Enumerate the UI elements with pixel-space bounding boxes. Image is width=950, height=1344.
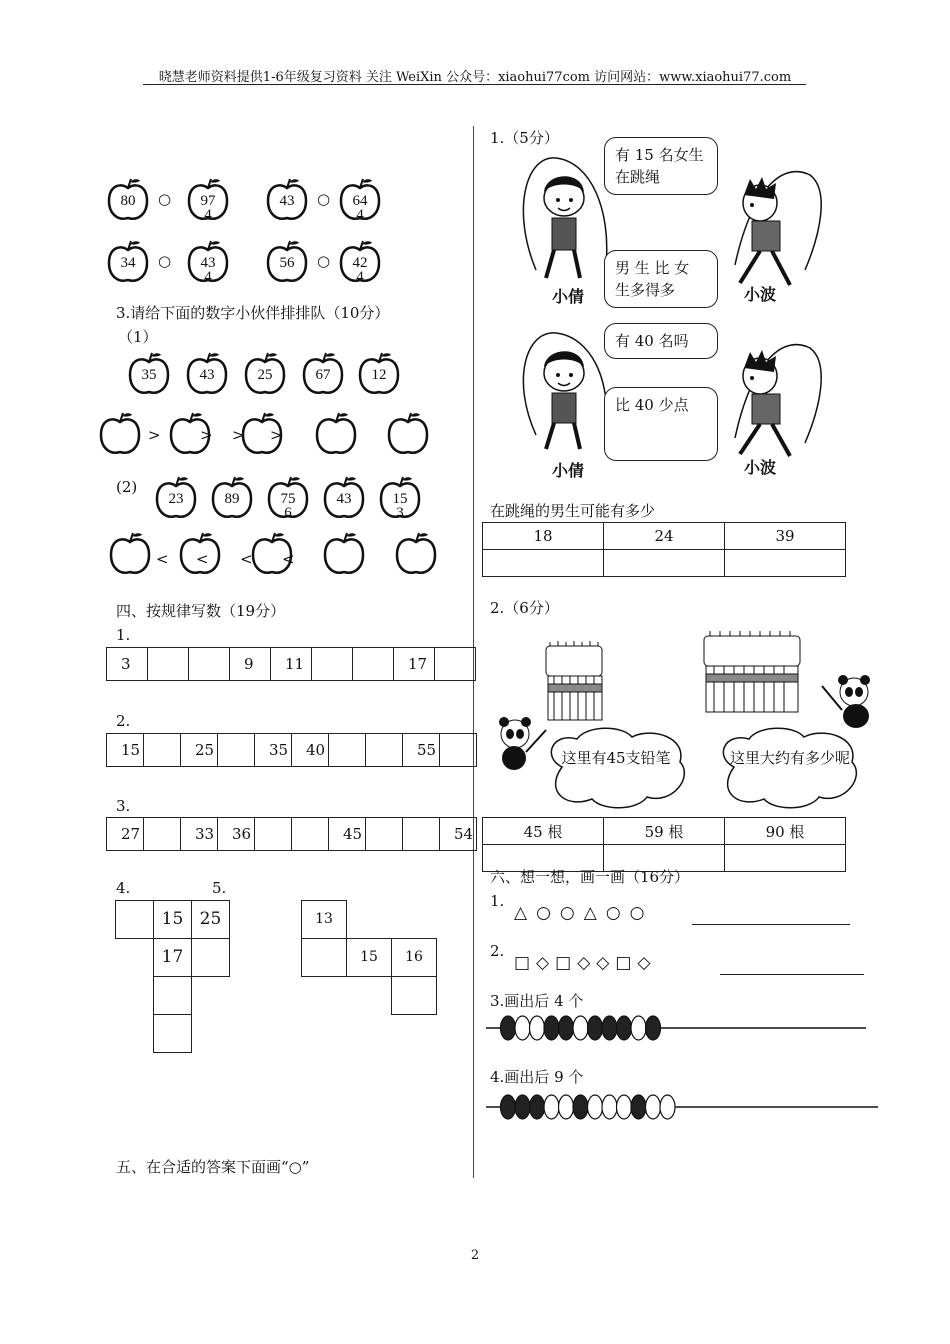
apple-number <box>206 474 258 520</box>
apple-number-text: 12 <box>371 367 387 383</box>
sequence-cell[interactable] <box>366 734 403 767</box>
q2-option: 59 根 <box>604 818 725 845</box>
sequence-cell: 27 <box>107 818 144 851</box>
sequence-cell: 15 <box>107 734 144 767</box>
sequence-cell[interactable] <box>144 818 181 851</box>
sec4-r2-label: 2. <box>116 712 131 730</box>
apple-number-text: 43 4 <box>200 255 216 285</box>
speech-bubble-4: 比 40 少点 <box>604 387 718 461</box>
sequence-cell[interactable] <box>403 818 440 851</box>
sequence-cell: 11 <box>271 648 312 681</box>
speech-bubble-1: 有 15 名女生在跳绳 <box>604 137 718 195</box>
sequence-cell: 3 <box>107 648 148 681</box>
pencil-bundle-large <box>700 628 805 718</box>
bead <box>544 1016 559 1040</box>
sequence-cell[interactable] <box>353 648 394 681</box>
sequence-cell[interactable] <box>144 734 181 767</box>
apple-number-text: 97 4 <box>200 193 216 223</box>
page-header: 晓慧老师资料提供1-6年级复习资料 关注 WeiXin 公众号：xiaohui77com 访问网站：www.xiaohui77.com <box>158 70 792 85</box>
apple-number <box>338 238 382 284</box>
bead <box>544 1095 559 1119</box>
sequence-cell[interactable] <box>292 818 329 851</box>
grid5-cell: 15 <box>346 938 392 977</box>
apple-number <box>318 530 370 576</box>
sequence-cell[interactable] <box>312 648 353 681</box>
sequence-cell[interactable] <box>435 648 476 681</box>
apple-number <box>382 410 434 456</box>
bead <box>646 1095 661 1119</box>
sec6-title: 六、想一想，画一画（16分） <box>490 868 690 886</box>
compare-circle[interactable]: ○ <box>317 252 331 270</box>
apple-number <box>186 176 230 222</box>
thought-cloud-1 <box>542 727 692 809</box>
boy-jumping-illustration-2 <box>720 338 830 468</box>
apple-number-text: 80 <box>120 193 136 209</box>
speech-bubble-3: 有 40 名吗 <box>604 323 718 359</box>
apple-number-text: 43 <box>336 491 352 507</box>
compare-circle[interactable]: ○ <box>158 252 172 270</box>
bead <box>559 1095 574 1119</box>
apple-number-text: 15 3 <box>392 491 408 521</box>
q1-answer-table <box>482 522 846 577</box>
sequence-cell[interactable] <box>366 818 403 851</box>
girl-name: 小倩 <box>552 287 585 306</box>
sort-sign: > <box>232 426 245 444</box>
sec4-label-5: 5. <box>212 879 227 897</box>
grid5-cell: 13 <box>301 900 347 939</box>
sort-sign: > <box>148 426 161 444</box>
bead <box>530 1016 545 1040</box>
sequence-cell[interactable] <box>329 734 366 767</box>
apple-number <box>94 410 146 456</box>
bead <box>617 1016 632 1040</box>
sequence-table-2 <box>106 733 477 767</box>
sequence-cell: 40 <box>292 734 329 767</box>
q2-option: 45 根 <box>483 818 604 845</box>
sequence-cell: 54 <box>440 818 477 851</box>
apple-number <box>390 530 442 576</box>
bead <box>646 1016 661 1040</box>
shape-pattern-1: △○○△○○ <box>514 903 654 923</box>
sequence-table-1 <box>106 647 476 681</box>
apple-number <box>310 410 362 456</box>
q1-option: 18 <box>483 523 604 550</box>
apple-number <box>265 176 309 222</box>
sort-sign: < <box>282 550 295 568</box>
grid4-cell: 25 <box>191 900 230 939</box>
sec4-title: 四、按规律写数（19分） <box>116 602 286 620</box>
apple-number <box>184 350 230 396</box>
q1-answer-cell[interactable] <box>604 550 725 577</box>
apple-number <box>338 176 382 222</box>
answer-line-1[interactable] <box>692 924 850 925</box>
apple-number <box>318 474 370 520</box>
bead <box>660 1095 675 1119</box>
sequence-cell: 45 <box>329 818 366 851</box>
compare-circle[interactable]: ○ <box>317 190 331 208</box>
apple-number <box>356 350 402 396</box>
girl-name-2: 小倩 <box>552 461 585 480</box>
header-rule <box>143 84 806 85</box>
apple-number <box>106 176 150 222</box>
bead <box>617 1095 632 1119</box>
sec6-l2: 2. <box>490 942 505 960</box>
sequence-cell: 33 <box>181 818 218 851</box>
q3-part2-label: (2) <box>116 478 138 496</box>
cloud-text-2: 这里大约有多少呢 <box>730 749 851 767</box>
grid4-cell: 17 <box>153 938 192 977</box>
q1-answer-cell[interactable] <box>483 550 604 577</box>
apple-number-text: 43 <box>279 193 295 209</box>
q2-answer-table <box>482 817 846 872</box>
apple-number-text: 64 4 <box>352 193 368 223</box>
sequence-cell: 36 <box>218 818 255 851</box>
bead <box>631 1016 646 1040</box>
bead <box>602 1016 617 1040</box>
apple-number <box>300 350 346 396</box>
grid5-cell: 16 <box>391 938 437 977</box>
bead <box>573 1016 588 1040</box>
sequence-cell[interactable] <box>218 734 255 767</box>
panda-right-icon <box>818 672 886 732</box>
sequence-cell[interactable] <box>255 818 292 851</box>
boy-jumping-illustration <box>720 165 830 300</box>
apple-number-text: 89 <box>224 491 240 507</box>
sequence-cell: 9 <box>230 648 271 681</box>
boy-name: 小波 <box>744 285 777 304</box>
sequence-cell: 35 <box>255 734 292 767</box>
bead <box>573 1095 588 1119</box>
bead <box>501 1095 516 1119</box>
apple-number-text: 35 <box>141 367 157 383</box>
q1-question: 在跳绳的男生可能有多少 <box>490 502 656 520</box>
q3-part1-label: （1） <box>118 328 158 346</box>
bead <box>631 1095 646 1119</box>
grid4-cell: 15 <box>153 900 192 939</box>
q2-answer-cell[interactable] <box>725 845 846 872</box>
apple-number <box>374 474 426 520</box>
apple-number <box>150 474 202 520</box>
apple-number <box>242 350 288 396</box>
bead <box>501 1016 516 1040</box>
sec5-title: 五、在合适的答案下面画“○” <box>116 1158 310 1176</box>
sequence-cell[interactable] <box>148 648 189 681</box>
sec4-r1-label: 1. <box>116 626 131 644</box>
sequence-cell[interactable] <box>189 648 230 681</box>
pencil-bundle-small <box>540 638 610 728</box>
sec4-label-4: 4. <box>116 879 131 897</box>
sequence-cell: 17 <box>394 648 435 681</box>
q1-answer-cell[interactable] <box>725 550 846 577</box>
q1-option: 24 <box>604 523 725 550</box>
sort-sign: < <box>240 550 253 568</box>
boy-name-2: 小波 <box>744 458 777 477</box>
sequence-table-3 <box>106 817 477 851</box>
sequence-cell[interactable] <box>440 734 477 767</box>
apple-number-text: 56 <box>279 255 295 271</box>
apple-number <box>106 238 150 284</box>
compare-circle[interactable]: ○ <box>158 190 172 208</box>
r-q1-label: 1.（5分） <box>490 129 559 147</box>
apple-number <box>104 530 156 576</box>
bead <box>530 1095 545 1119</box>
bead <box>559 1016 574 1040</box>
q1-option: 39 <box>725 523 846 550</box>
apple-number-text: 23 <box>168 491 184 507</box>
bead <box>515 1095 530 1119</box>
speech-bubble-2: 男 生 比 女 生多得多 <box>604 250 718 308</box>
sec4-r3-label: 3. <box>116 797 131 815</box>
q2-option: 90 根 <box>725 818 846 845</box>
sec6-l1: 1. <box>490 892 505 910</box>
apple-number <box>265 238 309 284</box>
bead-string-4 <box>486 1093 878 1121</box>
bead <box>588 1095 603 1119</box>
page-number: 2 <box>470 1248 480 1263</box>
sort-sign: > <box>200 426 213 444</box>
bead <box>588 1016 603 1040</box>
sec6-l3: 3.画出后 4 个 <box>490 992 584 1010</box>
sec6-l4: 4.画出后 9 个 <box>490 1068 584 1086</box>
apple-number-text: 25 <box>257 367 273 383</box>
apple-number <box>126 350 172 396</box>
answer-line-2[interactable] <box>720 974 864 975</box>
apple-number <box>262 474 314 520</box>
sort-sign: < <box>196 550 209 568</box>
sort-sign: > <box>270 426 283 444</box>
bead <box>602 1095 617 1119</box>
apple-number <box>186 238 230 284</box>
shape-pattern-2: □◇□◇◇□◇ <box>514 953 657 973</box>
sequence-cell: 25 <box>181 734 218 767</box>
apple-number-text: 67 <box>315 367 331 383</box>
q3-title: 3.请给下面的数字小伙伴排排队（10分） <box>116 304 390 322</box>
r-q2-label: 2.（6分） <box>490 599 559 617</box>
apple-number-text: 43 <box>199 367 215 383</box>
apple-number-text: 42 4 <box>352 255 368 285</box>
sort-sign: < <box>156 550 169 568</box>
cloud-text-1: 这里有45支铅笔 <box>561 749 671 767</box>
apple-number-text: 34 <box>120 255 136 271</box>
bead <box>515 1016 530 1040</box>
apple-number-text: 75 6 <box>280 491 296 521</box>
thought-cloud-2 <box>714 727 864 809</box>
bead-string-3 <box>486 1014 866 1042</box>
panda-left-icon <box>490 712 550 772</box>
sequence-cell: 55 <box>403 734 440 767</box>
